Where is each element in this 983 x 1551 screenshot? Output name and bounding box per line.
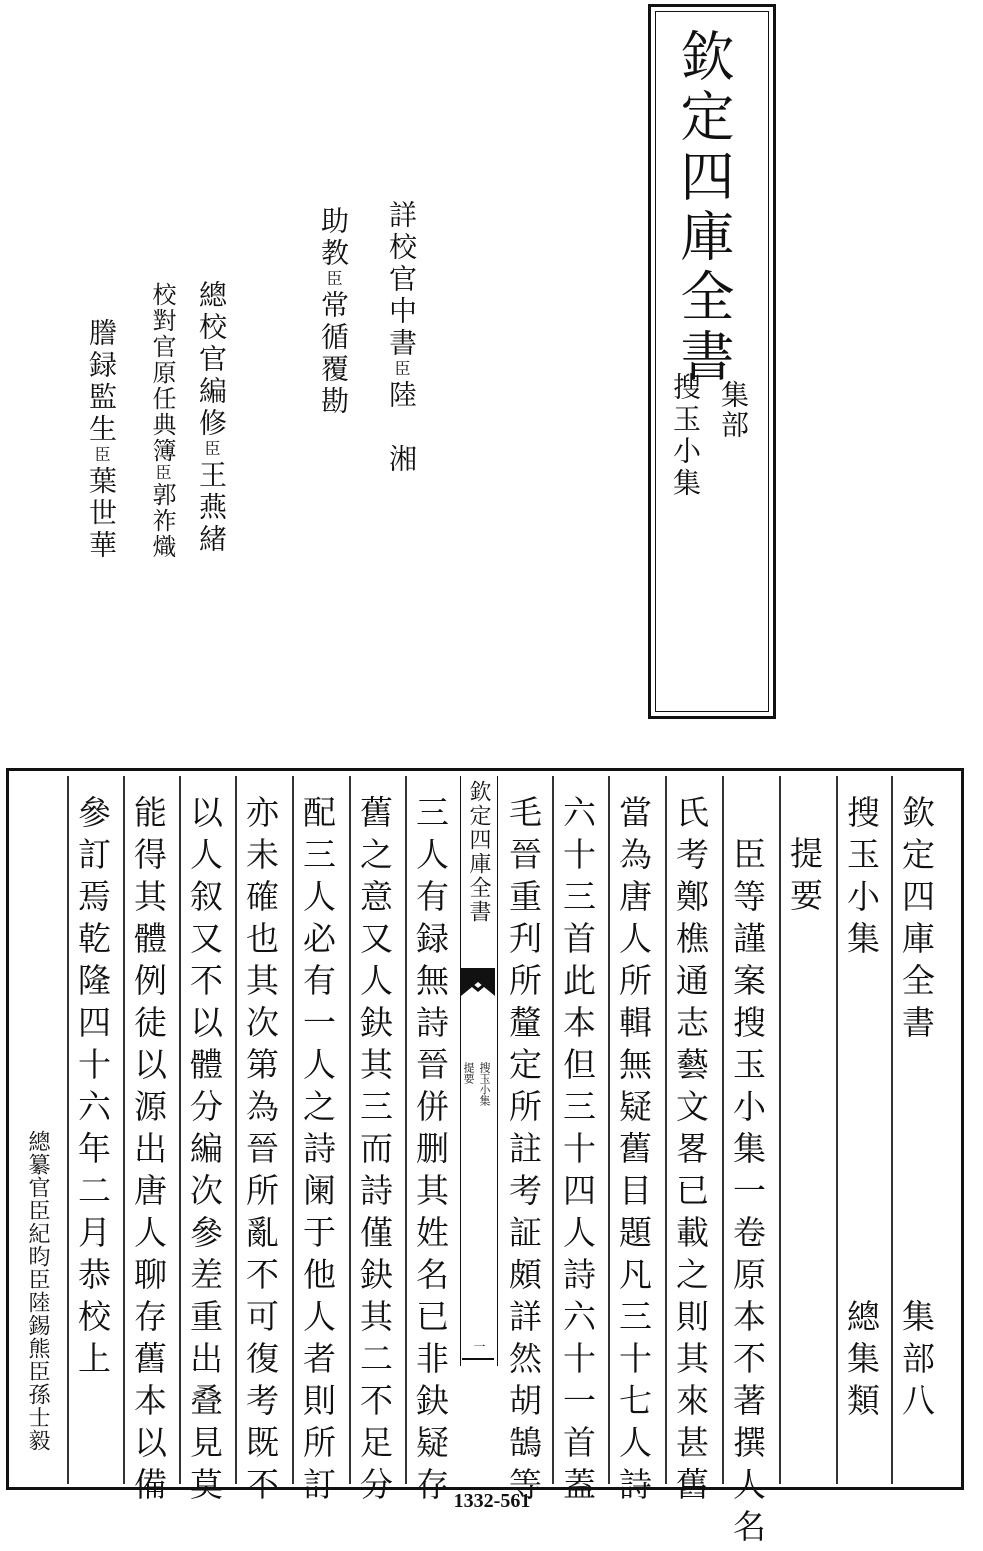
credit-3-title: 總校官編修 — [195, 280, 228, 440]
fishtail-mark-icon — [461, 968, 495, 1002]
credit-2-chen: 臣 — [324, 270, 343, 290]
column-rule — [608, 776, 610, 1484]
text-column-16: 總纂官臣紀昀臣陸錫熊臣孫士毅 — [25, 1130, 50, 1452]
cover-title: 欽定四庫全書 — [672, 28, 735, 388]
fold-book-title: 搜玉小集 — [478, 1062, 491, 1106]
fold-divider — [462, 1358, 494, 1360]
credit-line-5 — [84, 318, 118, 562]
cover-section: 集部 — [717, 380, 750, 440]
column-rule — [349, 776, 351, 1484]
credit-line-2 — [316, 206, 350, 418]
credit-4-name: 郭祚熾 — [148, 482, 176, 560]
credit-1-title: 詳校官中書 — [385, 200, 418, 360]
text-column-12: 亦未確也其次第為晉所亂不可復考既不 — [241, 795, 280, 1509]
credit-5-name: 葉世華 — [85, 466, 118, 562]
column-rule — [665, 776, 667, 1484]
fold-subtitle: 提要 — [462, 1062, 475, 1084]
text-column-11: 配三人必有一人之詩阑于他人者則所訂 — [298, 795, 337, 1509]
text-column-14: 能得其體例徒以源出唐人聊存舊本以備 — [129, 795, 168, 1509]
column-rule — [891, 776, 893, 1484]
cover-book-title: 搜玉小集 — [669, 372, 702, 500]
text-column-13: 以人叙又不以體分編次參差重出叠見莫 — [185, 795, 224, 1509]
text-column-8: 毛晉重刋所釐定所註考証頗詳然胡鵠等 — [504, 795, 543, 1509]
credit-line-3 — [194, 280, 228, 556]
column-rule — [292, 776, 294, 1484]
text-column-2: 搜玉小集 總集類 — [842, 795, 881, 1425]
text-column-4: 臣等謹案搜玉小集一卷原本不著撰人名 — [728, 795, 767, 1551]
credit-2-title: 助教 — [317, 206, 350, 270]
fold-title: 欽定四庫全書 — [466, 780, 491, 924]
column-rule — [235, 776, 237, 1484]
credit-4-title: 校對官原任典簿 — [148, 282, 176, 464]
credit-1-name: 陸 湘 — [385, 380, 418, 476]
page-number: 1332-561 — [453, 1490, 531, 1512]
credit-5-title: 謄録監生 — [85, 318, 118, 446]
text-column-10: 舊之意又人鈌其三而詩僅鈌其二不足分 — [355, 795, 394, 1509]
column-rule — [552, 776, 554, 1484]
column-rule — [123, 776, 125, 1484]
credit-3-name: 王燕緒 — [195, 460, 228, 556]
text-column-1: 欽定四庫全書 集部八 — [897, 795, 936, 1425]
column-rule — [722, 776, 724, 1484]
credit-line-1 — [384, 200, 418, 476]
column-rule — [779, 776, 781, 1484]
text-column-7: 六十三首此本但三十四人詩六十一首蓋 — [558, 795, 597, 1509]
credit-1-chen: 臣 — [392, 360, 411, 380]
credit-5-chen: 臣 — [92, 446, 111, 466]
text-column-15: 參訂焉乾隆四十六年二月恭校上 — [73, 795, 112, 1383]
column-rule — [67, 776, 69, 1484]
credit-4-chen: 臣 — [153, 464, 172, 482]
credit-2-name: 常循覆勘 — [317, 290, 350, 418]
text-column-6: 當為唐人所輯無疑舊目題凡三十七人詩 — [614, 795, 653, 1509]
fold-page-number: 一 — [472, 1340, 486, 1352]
credit-line-4 — [148, 282, 176, 560]
text-column-3: 提要 — [785, 836, 824, 920]
column-rule — [179, 776, 181, 1484]
credit-3-chen: 臣 — [202, 440, 221, 460]
column-rule — [405, 776, 407, 1484]
column-rule — [836, 776, 838, 1484]
text-column-9: 三人有録無詩晉併删其姓名已非鈌疑存 — [411, 795, 450, 1509]
text-column-5: 氏考鄭樵通志藝文畧已載之則其來甚舊 — [671, 795, 710, 1509]
